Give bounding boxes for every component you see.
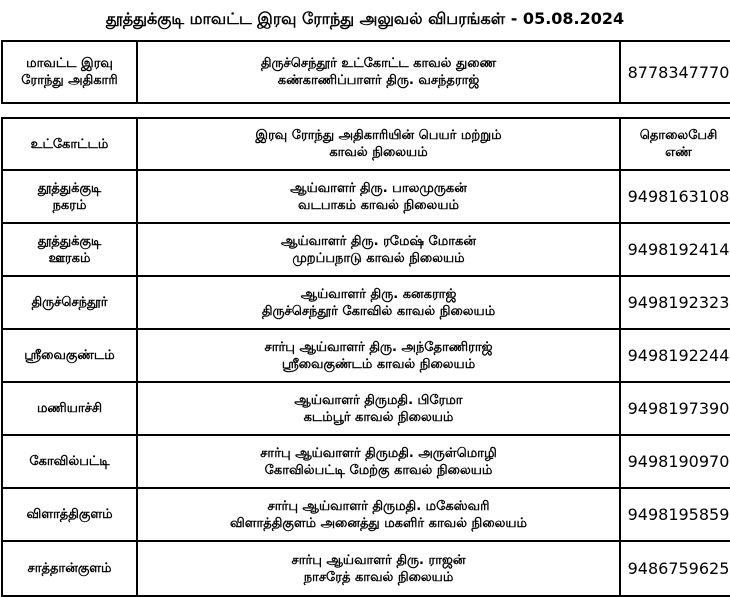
phone-cell: 9498192323 bbox=[620, 276, 730, 329]
header-phone bbox=[620, 118, 730, 170]
officer-line: திருச்செந்தூர் உட்கோட்ட காவல் துணை bbox=[260, 56, 497, 71]
officer-line: ஆய்வாளர் திரு. ரமேஷ் மோகன் bbox=[281, 233, 476, 249]
phone-cell: 9498190970 bbox=[620, 435, 730, 488]
officer-cell bbox=[137, 329, 620, 382]
subdivision-line: தூத்துக்குடி bbox=[37, 233, 102, 249]
table-row bbox=[2, 223, 730, 276]
district-officer-table bbox=[1, 40, 730, 104]
phone-cell: 9498192244 bbox=[620, 329, 730, 382]
officer-cell bbox=[137, 382, 620, 435]
table-row bbox=[2, 435, 730, 488]
district-officer-phone: 8778347770 bbox=[620, 41, 730, 103]
officer-cell bbox=[137, 488, 620, 541]
officer-line: சார்பு ஆய்வாளர் திரு. அந்தோணிராஜ் bbox=[264, 339, 493, 355]
officer-cell bbox=[137, 223, 620, 276]
station-line: நாசரேத் காவல் நிலையம் bbox=[303, 569, 454, 585]
officer-line: சார்பு ஆய்வாளர் திருமதி. மகேஸ்வரி bbox=[267, 498, 490, 514]
station-line: கடம்பூர் காவல் நிலையம் bbox=[303, 409, 454, 425]
officer-cell bbox=[137, 170, 620, 223]
officer-line: கண்காணிப்பாளர் திரு. வசந்தராஜ் bbox=[277, 73, 480, 88]
phone-cell: 9498195859 bbox=[620, 488, 730, 541]
subdivision-cell: திருச்செந்தூர் bbox=[2, 276, 137, 329]
phone-cell: 9498197390 bbox=[620, 382, 730, 435]
table-row bbox=[2, 170, 730, 223]
station-line: வடபாகம் காவல் நிலையம் bbox=[298, 197, 459, 213]
table-row bbox=[2, 329, 730, 382]
district-officer-row bbox=[2, 41, 730, 103]
header-line: எண் bbox=[665, 145, 692, 160]
station-line: முறப்பநாடு காவல் நிலையம் bbox=[292, 250, 465, 266]
phone-cell: 9498163108 bbox=[620, 170, 730, 223]
subdivision-line: ஊரகம் bbox=[48, 250, 91, 266]
officer-line: ஆய்வாளர் திரு. பாலமுருகன் bbox=[290, 180, 467, 196]
table-row bbox=[2, 276, 730, 329]
label-line: மாவட்ட இரவு bbox=[26, 56, 113, 71]
page-title: தூத்துக்குடி மாவட்ட இரவு ரோந்து அலுவல் விபரங்கள் - 05.08.2024 bbox=[105, 9, 625, 28]
header-subdivision: உட்கோட்டம் bbox=[2, 118, 137, 170]
header-line: காவல் நிலையம் bbox=[329, 145, 428, 160]
subdivision-cell: விளாத்திகுளம் bbox=[2, 488, 137, 541]
station-line: ஸ்ரீவைகுண்டம் காவல் நிலையம் bbox=[281, 356, 476, 372]
table-row bbox=[2, 382, 730, 435]
header-line: தொலைபேசி bbox=[639, 128, 718, 143]
subdivision-cell: சாத்தான்குளம் bbox=[2, 541, 137, 596]
officer-cell bbox=[137, 276, 620, 329]
subdivision-line: தூத்துக்குடி bbox=[37, 180, 102, 196]
table-row bbox=[2, 488, 730, 541]
station-line: விளாத்திகுளம் அனைத்து மகளிர் காவல் நிலையம் bbox=[229, 515, 528, 531]
station-line: திருச்செந்தூர் கோவில் காவல் நிலையம் bbox=[261, 303, 496, 319]
table-row bbox=[2, 541, 730, 596]
officer-line: சார்பு ஆய்வாளர் திரு. ராஜன் bbox=[291, 552, 466, 568]
phone-cell: 9498192414 bbox=[620, 223, 730, 276]
subdivision-cell: மணியாச்சி bbox=[2, 382, 137, 435]
station-line: கோவில்பட்டி மேற்கு காவல் நிலையம் bbox=[264, 462, 493, 478]
header-line: இரவு ரோந்து அதிகாரியின் பெயர் மற்றும் bbox=[255, 128, 502, 143]
subdivision-cell bbox=[2, 223, 137, 276]
officer-line: சார்பு ஆய்வாளர் திருமதி. அருள்மொழி bbox=[260, 445, 497, 461]
subdivision-cell: கோவில்பட்டி bbox=[2, 435, 137, 488]
officer-cell bbox=[137, 435, 620, 488]
officer-cell bbox=[137, 541, 620, 596]
patrol-table bbox=[1, 117, 730, 597]
district-officer-label bbox=[2, 41, 137, 103]
label-line: ரோந்து அதிகாரி bbox=[21, 73, 118, 88]
subdivision-cell: ஸ்ரீவைகுண்டம் bbox=[2, 329, 137, 382]
subdivision-line: நகரம் bbox=[52, 197, 87, 213]
table-header-row bbox=[2, 118, 730, 170]
officer-line: ஆய்வாளர் திரு. கனகராஜ் bbox=[300, 286, 457, 302]
subdivision-cell bbox=[2, 170, 137, 223]
officer-line: ஆய்வாளர் திருமதி. பிரேமா bbox=[294, 392, 463, 408]
district-officer-name bbox=[137, 41, 620, 103]
phone-cell: 9486759625 bbox=[620, 541, 730, 596]
header-officer bbox=[137, 118, 620, 170]
